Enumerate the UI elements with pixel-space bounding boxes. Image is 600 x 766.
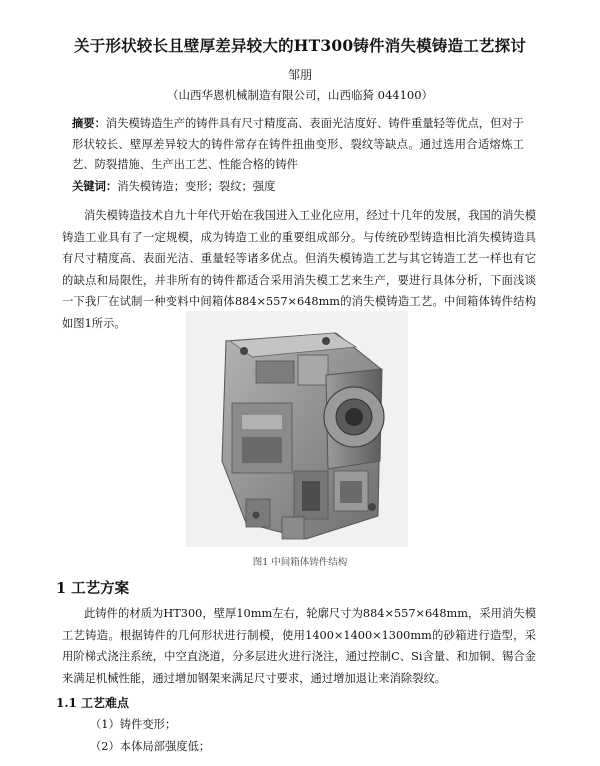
process-plan-paragraph: 此铸件的材质为HT300，壁厚10mm左右，轮廓尺寸为884×557×648mm，采用消失模工艺铸造。根据铸件的几何形状进行制模，使用1400×1400×1300mm的砂箱进行造型，采用阶梯式浇注系统，中空直浇道，分多层进火进行浇注，通过控制C、Si含量、和加铜、锡合金来满足机械性能，通过增加钢架来满足尺寸要求，通过增加退让来消除裂纹。 xyxy=(62,607,536,685)
keywords-text: 消失模铸造；变形；裂纹；强度 xyxy=(117,180,276,193)
figure-caption: 图1 中间箱体铸件结构 xyxy=(252,557,348,568)
intro-paragraph: 消失模铸造技术自九十年代开始在我国进入工业化应用，经过十几年的发展，我国的消失模铸造工业具有了一定规模，成为铸造工业的重要组成部分。与传统砂型铸造相比消失模铸造具有尺寸精度高、表面光洁、重量轻等诸多优点。但消失模铸造工艺与其它铸造工艺一样也有它的缺点和局限性，并非所有的铸件都适合采用消失模工艺来生产，要进行具体分析，下面浅谈一下我厂在试制一种变料中间箱体884×557×648mm的消失模铸造工艺。中间箱体铸件结构如图1所示。 xyxy=(62,209,536,330)
subsection-heading-difficulties: 1.1 工艺难点 xyxy=(56,696,130,710)
author-affiliation: （山西华恩机械制造有限公司，山西临猗 044100） xyxy=(166,88,434,102)
list-item: （2）本体局部强度低； xyxy=(90,740,211,753)
abstract-block xyxy=(72,113,524,176)
abstract-text: 消失模铸造生产的铸件具有尺寸精度高、表面光洁度好、铸件重量轻等优点，但对于形状较长、壁厚差异较大的铸件常存在铸件扭曲变形、裂纹等缺点。通过选用合适熔炼工艺、防裂措施、生产出工艺、性能合格的铸件 xyxy=(72,117,524,171)
list-item: （1）铸件变形； xyxy=(90,718,177,731)
paper-title: 关于形状较长且壁厚差异较大的HT300铸件消失模铸造工艺探讨 xyxy=(73,36,527,55)
abstract-label: 摘要： xyxy=(72,116,106,130)
keywords-label: 关键词： xyxy=(72,179,118,193)
casting-illustration xyxy=(186,311,408,547)
section-heading-process-plan: 1 工艺方案 xyxy=(56,580,130,597)
author-name: 邹朋 xyxy=(287,68,312,82)
keywords-block xyxy=(72,178,524,194)
figure-casting-image xyxy=(186,311,408,547)
